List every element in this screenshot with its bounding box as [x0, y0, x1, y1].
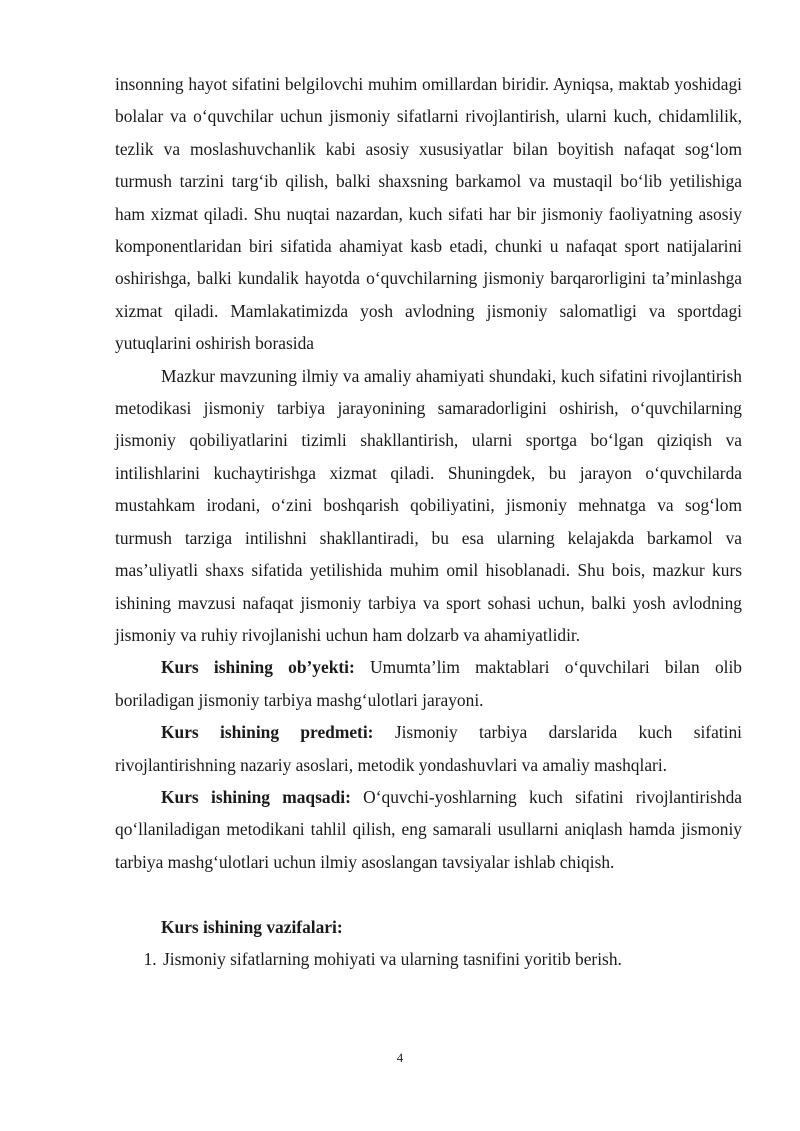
course-subject	[115, 716, 742, 781]
course-object-text: Umumta’lim maktablari o‘quvchilari bilan olib boriladigan jismoniy tarbiya mashg‘ulotlari jarayoni.	[115, 657, 742, 710]
page-number: 4	[396, 1050, 404, 1065]
list-item: 1. Jismoniy sifatlarning mohiyati va ularning tasnifini yoritib berish.	[161, 943, 742, 975]
course-subject-text: Jismoniy tarbiya darslarida kuch sifatini rivojlantirishning nazariy asoslari, metodik yondashuvlari va amaliy mashqlari.	[115, 722, 743, 775]
course-goal-text: O‘quvchi-yoshlarning kuch sifatini rivojlantirishda qo‘llaniladigan metodikani tahlil qilish, eng samarali usullarni aniqlash hamda jismoniy tarbiya mashg‘ulotlari uchun ilmiy asoslangan tavsiyalar ishlab chiqish.	[115, 786, 743, 872]
document-body	[115, 68, 742, 975]
tasks-list	[115, 943, 742, 975]
tasks-heading: Kurs ishining vazifalari:	[161, 916, 343, 937]
course-object-label: Kurs ishining ob’yekti:	[161, 657, 355, 678]
course-goal-label: Kurs ishining maqsadi:	[161, 786, 351, 807]
course-object	[115, 651, 742, 716]
course-subject-label: Kurs ishining predmeti:	[161, 722, 374, 743]
paragraph-relevance: Mazkur mavzuning ilmiy va amaliy ahamiyati shundaki, kuch sifatini rivojlantirish metodikasi jismoniy tarbiya jarayonining samaradorligini oshirish, o‘quvchilarning jismoniy qobiliyatlarini tizimli shakllantirish, ularni sportga bo‘lgan qiziqish va intilishlarini kuchaytirishga xizmat qiladi. Shuningdek, bu jarayon o‘quvchilarda mustahkam irodani, o‘zini boshqarish qobiliyatini, jismoniy mehnatga va sog‘lom turmush tarziga intilishni shakllantiradi, bu esa ularning kelajakda barkamol va mas’uliyatli shaxs sifatida yetilishida muhim omil hisoblanadi. Shu bois, mazkur kurs ishining mavzusi nafaqat jismoniy tarbiya va sport sohasi uchun, balki yosh avlodning jismoniy va ruhiy rivojlanishi uchun ham dolzarb va ahamiyatlidir.	[115, 365, 742, 645]
blank-line	[115, 878, 742, 910]
course-goal	[115, 781, 742, 878]
paragraph-intro-continuation: insonning hayot sifatini belgilovchi muhim omillardan biridir. Ayniqsa, maktab yoshidagi bolalar va o‘quvchilar uchun jismoniy sifatlarni rivojlantirish, ularni kuch, chidamlilik, tezlik va moslashuvchanlik kabi asosiy xususiyatlar bilan boyitish nafaqat sog‘lom turmush tarzini targ‘ib qilish, balki shaxsning barkamol va mustaqil bo‘lib yetilishiga ham xizmat qiladi. Shu nuqtai nazardan, kuch sifati har bir jismoniy faoliyatning asosiy komponentlaridan biri sifatida ahamiyat kasb etadi, chunki u nafaqat sport natijalarini oshirishga, balki kundalik hayotda o‘quvchilarning jismoniy barqarorligini ta’minlashga xizmat qiladi. Mamlakatimizda yosh avlodning jismoniy salomatligi va sportdagi yutuqlarini oshirish borasida	[115, 74, 742, 354]
